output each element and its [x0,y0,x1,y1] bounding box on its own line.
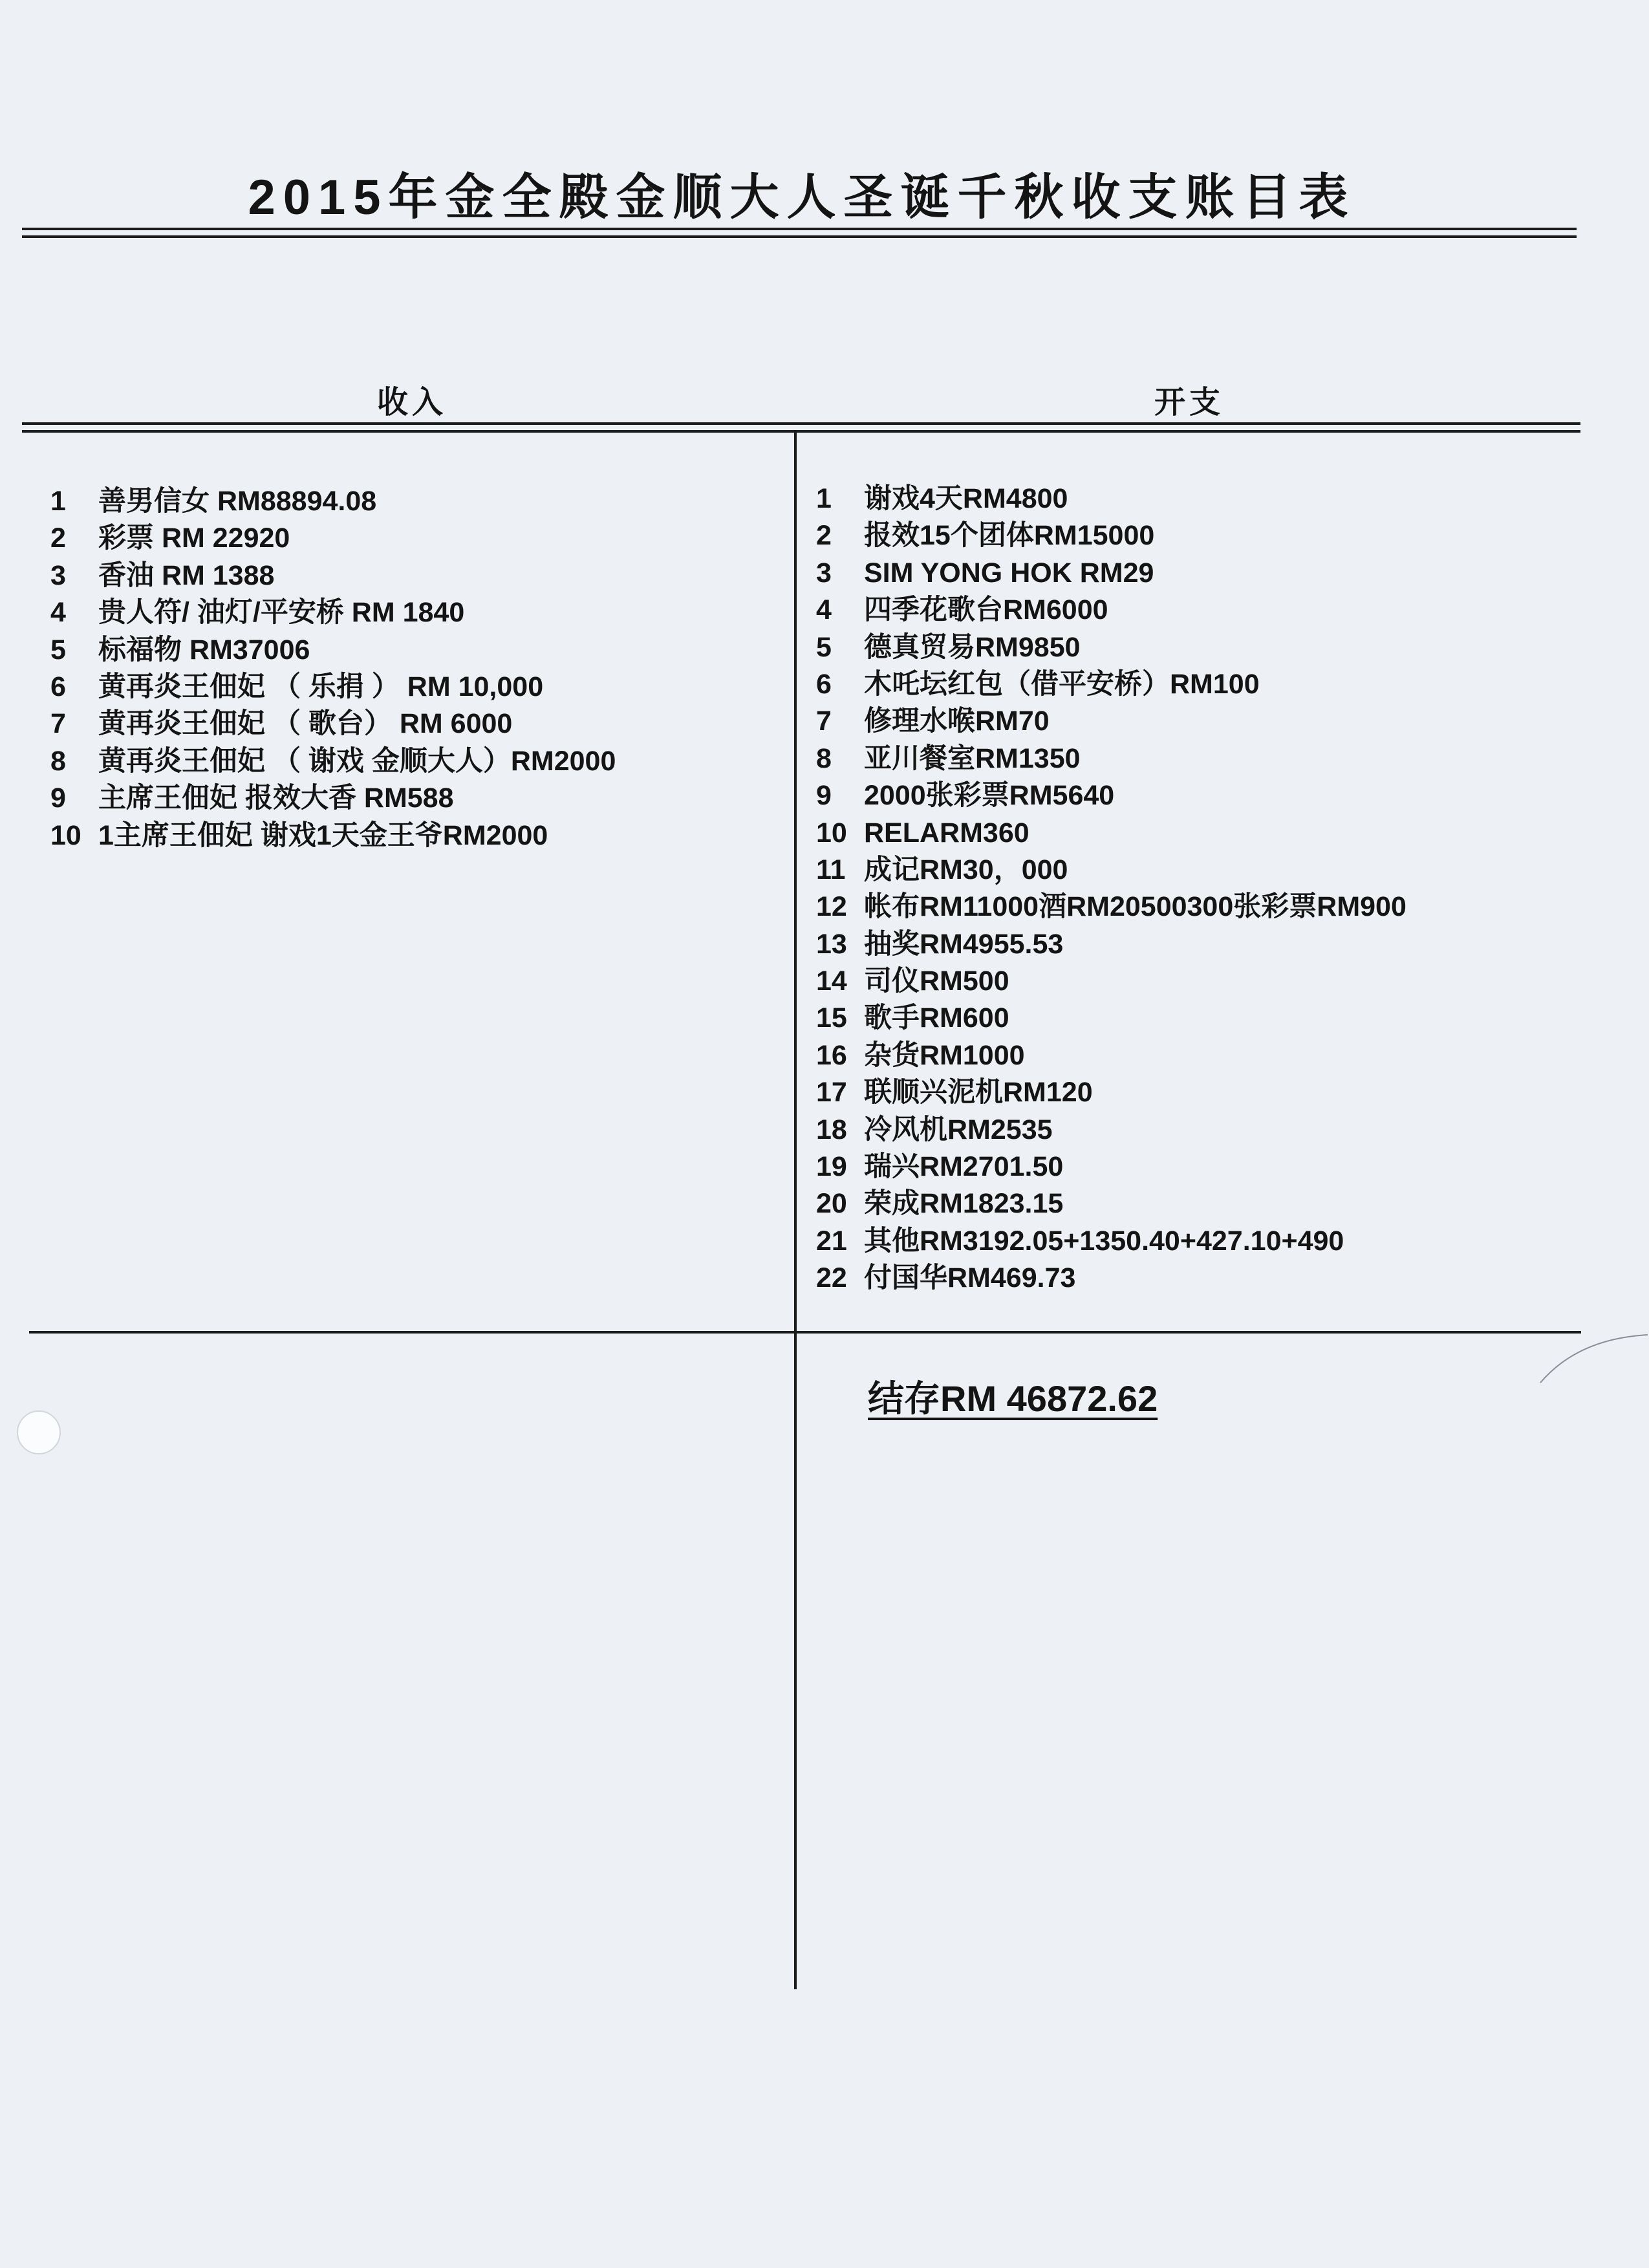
income-item [50,817,616,854]
expense-item [816,1260,1406,1297]
item-text: 主席王佃妃 报效大香 RM588 [98,783,454,814]
income-item [50,743,616,780]
page-fold-arc [1539,1332,1649,1384]
item-text: 歌手RM600 [864,1002,1009,1034]
item-text: 善男信女 RM88894.08 [98,486,377,517]
item-text: 香油 RM 1388 [98,559,275,591]
item-number: 7 [50,708,66,740]
item-number: 10 [816,817,847,848]
item-text: 冷风机RM2535 [864,1114,1053,1145]
item-number: 20 [816,1188,847,1220]
item-number: 3 [816,557,832,589]
income-item [50,557,616,594]
item-text: 彩票 RM 22920 [98,523,290,554]
page-title: 2015年金全殿金顺大人圣诞千秋收支账目表 [248,170,1356,225]
item-number: 5 [50,634,66,665]
item-text: 四季花歌台RM6000 [864,594,1108,626]
section-divider [29,1331,1581,1334]
expense-item [816,1112,1406,1149]
item-text: 成记RM30，000 [864,854,1068,885]
item-number: 4 [50,597,66,629]
expense-item [816,1223,1406,1260]
item-text: 2000张彩票RM5640 [864,780,1115,812]
item-text: 亚川餐室RM1350 [864,742,1081,774]
item-text: 修理水喉RM70 [864,706,1050,737]
expense-list [816,481,1406,1297]
item-text: 贵人符/ 油灯/平安桥 RM 1840 [98,597,465,629]
item-text: 德真贸易RM9850 [864,631,1081,663]
expense-item [816,852,1406,889]
item-number: 21 [816,1225,847,1257]
income-item [50,632,616,669]
item-text: 抽奖RM4955.53 [864,928,1064,960]
income-item [50,594,616,631]
item-number: 3 [50,559,66,591]
item-text: 标福物 RM37006 [98,634,310,665]
income-item [50,780,616,817]
income-header: 收入 [376,385,447,420]
expense-item [816,481,1406,517]
expense-item [816,777,1406,814]
income-item [50,520,616,557]
item-number: 14 [816,966,847,997]
item-text: 黄再炎王佃妃 （ 谢戏 金顺大人）RM2000 [98,745,616,777]
item-text: 瑞兴RM2701.50 [864,1151,1064,1183]
item-text: 黄再炎王佃妃 （ 歌台） RM 6000 [98,708,513,740]
item-number: 9 [816,780,832,812]
expense-item [816,517,1406,554]
expense-item [816,1149,1406,1185]
item-number: 19 [816,1151,847,1183]
item-text: 木吒坛红包（借平安桥）RM100 [864,668,1260,700]
income-list [50,483,616,854]
item-number: 5 [816,631,832,663]
item-number: 18 [816,1114,847,1145]
balance-total: 结存RM 46872.62 [868,1378,1158,1419]
expense-item [816,963,1406,1000]
item-number: 2 [816,520,832,552]
income-item [50,706,616,742]
item-number: 12 [816,891,847,923]
item-number: 9 [50,783,66,814]
item-text: RELARM360 [864,817,1029,848]
item-text: 荣成RM1823.15 [864,1188,1064,1220]
item-number: 7 [816,706,832,737]
item-number: 11 [816,854,846,885]
item-text: 谢戏4天RM4800 [864,483,1068,514]
title-rule-lower [22,235,1577,238]
expense-item [816,1000,1406,1037]
item-number: 17 [816,1077,847,1108]
title-rule-upper [22,228,1577,230]
item-number: 1 [50,486,66,517]
item-number: 2 [50,523,66,554]
item-text: 联顺兴泥机RM120 [864,1077,1093,1108]
expense-item [816,555,1406,592]
header-rule-upper [22,422,1580,425]
expense-item [816,592,1406,629]
expense-item [816,1185,1406,1222]
expense-item [816,1037,1406,1074]
expense-item [816,815,1406,852]
item-text: 杂货RM1000 [864,1039,1025,1071]
expense-item [816,926,1406,963]
punch-hole [17,1410,61,1454]
expense-header: 开支 [1154,385,1224,420]
expense-item [816,889,1406,925]
item-text: 付国华RM469.73 [864,1262,1076,1294]
item-number: 6 [816,668,832,700]
expense-item [816,1074,1406,1111]
item-number: 8 [50,745,66,777]
item-number: 1 [816,483,832,514]
income-item [50,483,616,520]
expense-item [816,740,1406,777]
item-number: 8 [816,742,832,774]
expense-item [816,703,1406,740]
item-text: 1主席王佃妃 谢戏1天金王爷RM2000 [98,819,548,851]
item-text: 其他RM3192.05+1350.40+427.10+490 [864,1225,1344,1257]
item-text: 报效15个团体RM15000 [864,520,1155,552]
expense-item [816,629,1406,666]
header-rule-lower [22,430,1580,433]
item-number: 4 [816,594,832,626]
item-number: 16 [816,1039,847,1071]
item-number: 15 [816,1002,847,1034]
item-number: 22 [816,1262,847,1294]
item-text: 黄再炎王佃妃 （ 乐捐 ） RM 10,000 [98,671,544,702]
expense-item [816,666,1406,703]
income-item [50,669,616,706]
item-text: 司仪RM500 [864,966,1009,997]
item-text: 帐布RM11000酒RM20500300张彩票RM900 [864,891,1406,923]
column-divider [794,433,797,1989]
item-number: 6 [50,671,66,702]
item-number: 10 [50,819,81,851]
item-number: 13 [816,928,847,960]
item-text: SIM YONG HOK RM29 [864,557,1154,589]
